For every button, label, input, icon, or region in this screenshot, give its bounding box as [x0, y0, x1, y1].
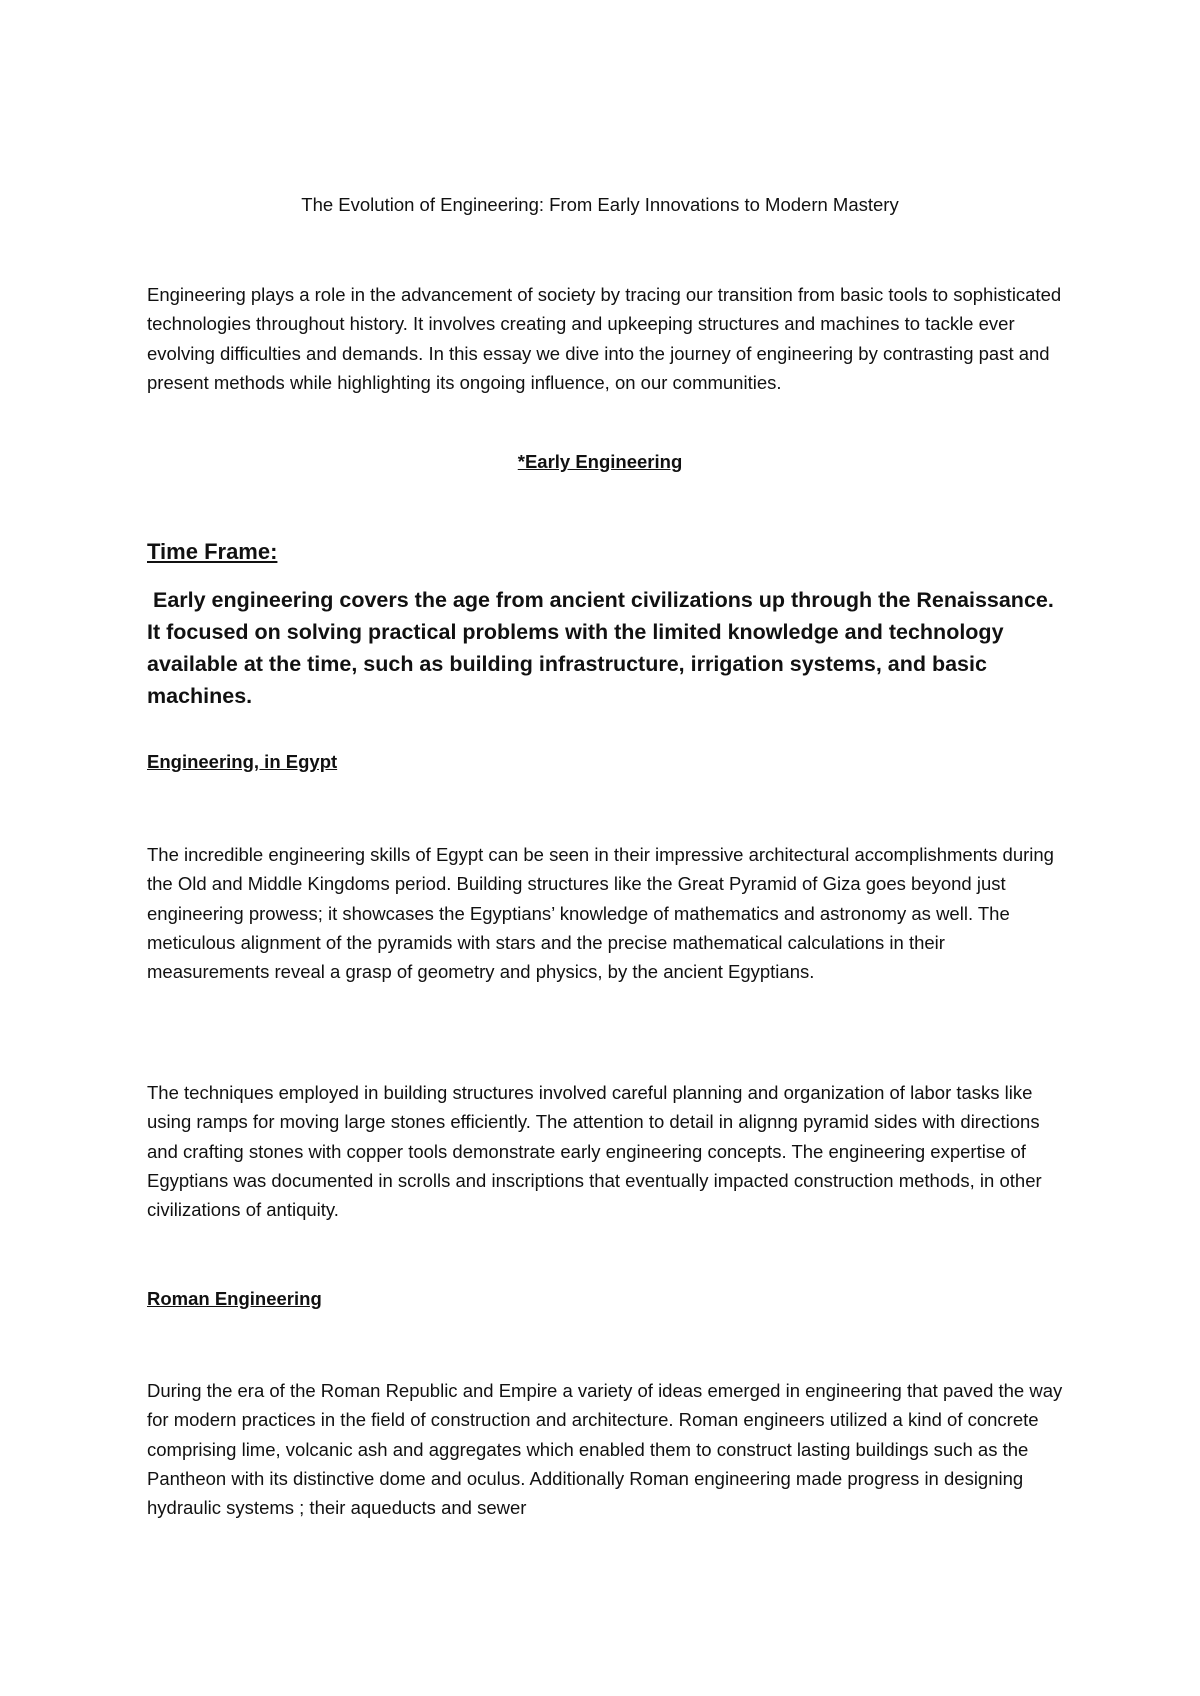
document-title: The Evolution of Engineering: From Early Innovations to Modern Mastery: [301, 194, 899, 215]
intro-paragraph: Engineering plays a role in the advancement of society by tracing our transition from basic tools to sophisticated technologies throughout history. It involves creating and upkeeping structures and machines to tackle ever evolving difficulties and demands. In this essay we dive into the journey of engineering by contrasting past and present methods while highlighting its ongoing influence, on our communities.: [147, 284, 1062, 393]
roman-paragraph-1: During the era of the Roman Republic and Empire a variety of ideas emerged in engineering that paved the way for modern practices in the field of construction and architecture. Roman engineers utilized a kind of concrete comprising lime, volcanic ash and aggregates which enabled them to construct lasting buildings such as the Pantheon with its distinctive dome and oculus. Additionally Roman engineering made progress in designing hydraulic systems ; their aqueducts and sewer: [147, 1380, 1063, 1519]
section-heading-early-engineering: *Early Engineering: [517, 451, 683, 472]
roman-heading: Roman Engineering: [147, 1288, 322, 1309]
time-frame-paragraph: Early engineering covers the age from ancient civilizations up through the Renaissance. It focused on solving practical problems with the limited knowledge and technology available at the time, such as building infrastructure, irrigation systems, and basic machines.: [147, 588, 1060, 708]
time-frame-heading: Time Frame:: [147, 539, 278, 564]
egypt-paragraph-2: The techniques employed in building structures involved careful planning and organization of labor tasks like using ramps for moving large stones efficiently. The attention to detail in alignng pyramid sides with directions and crafting stones with copper tools demonstrate early engineering concepts. The engineering expertise of Egyptians was documented in scrolls and inscriptions that eventually impacted construction methods, in other civilizations of antiquity.: [147, 1082, 1042, 1221]
egypt-paragraph-1: The incredible engineering skills of Egypt can be seen in their impressive architectural accomplishments during the Old and Middle Kingdoms period. Building structures like the Great Pyramid of Giza goes beyond just engineering prowess; it showcases the Egyptians’ knowledge of mathematics and astronomy as well. The meticulous alignment of the pyramids with stars and the precise mathematical calculations in their measurements reveal a grasp of geometry and physics, by the ancient Egyptians.: [147, 844, 1054, 983]
egypt-heading: Engineering, in Egypt: [147, 751, 338, 772]
